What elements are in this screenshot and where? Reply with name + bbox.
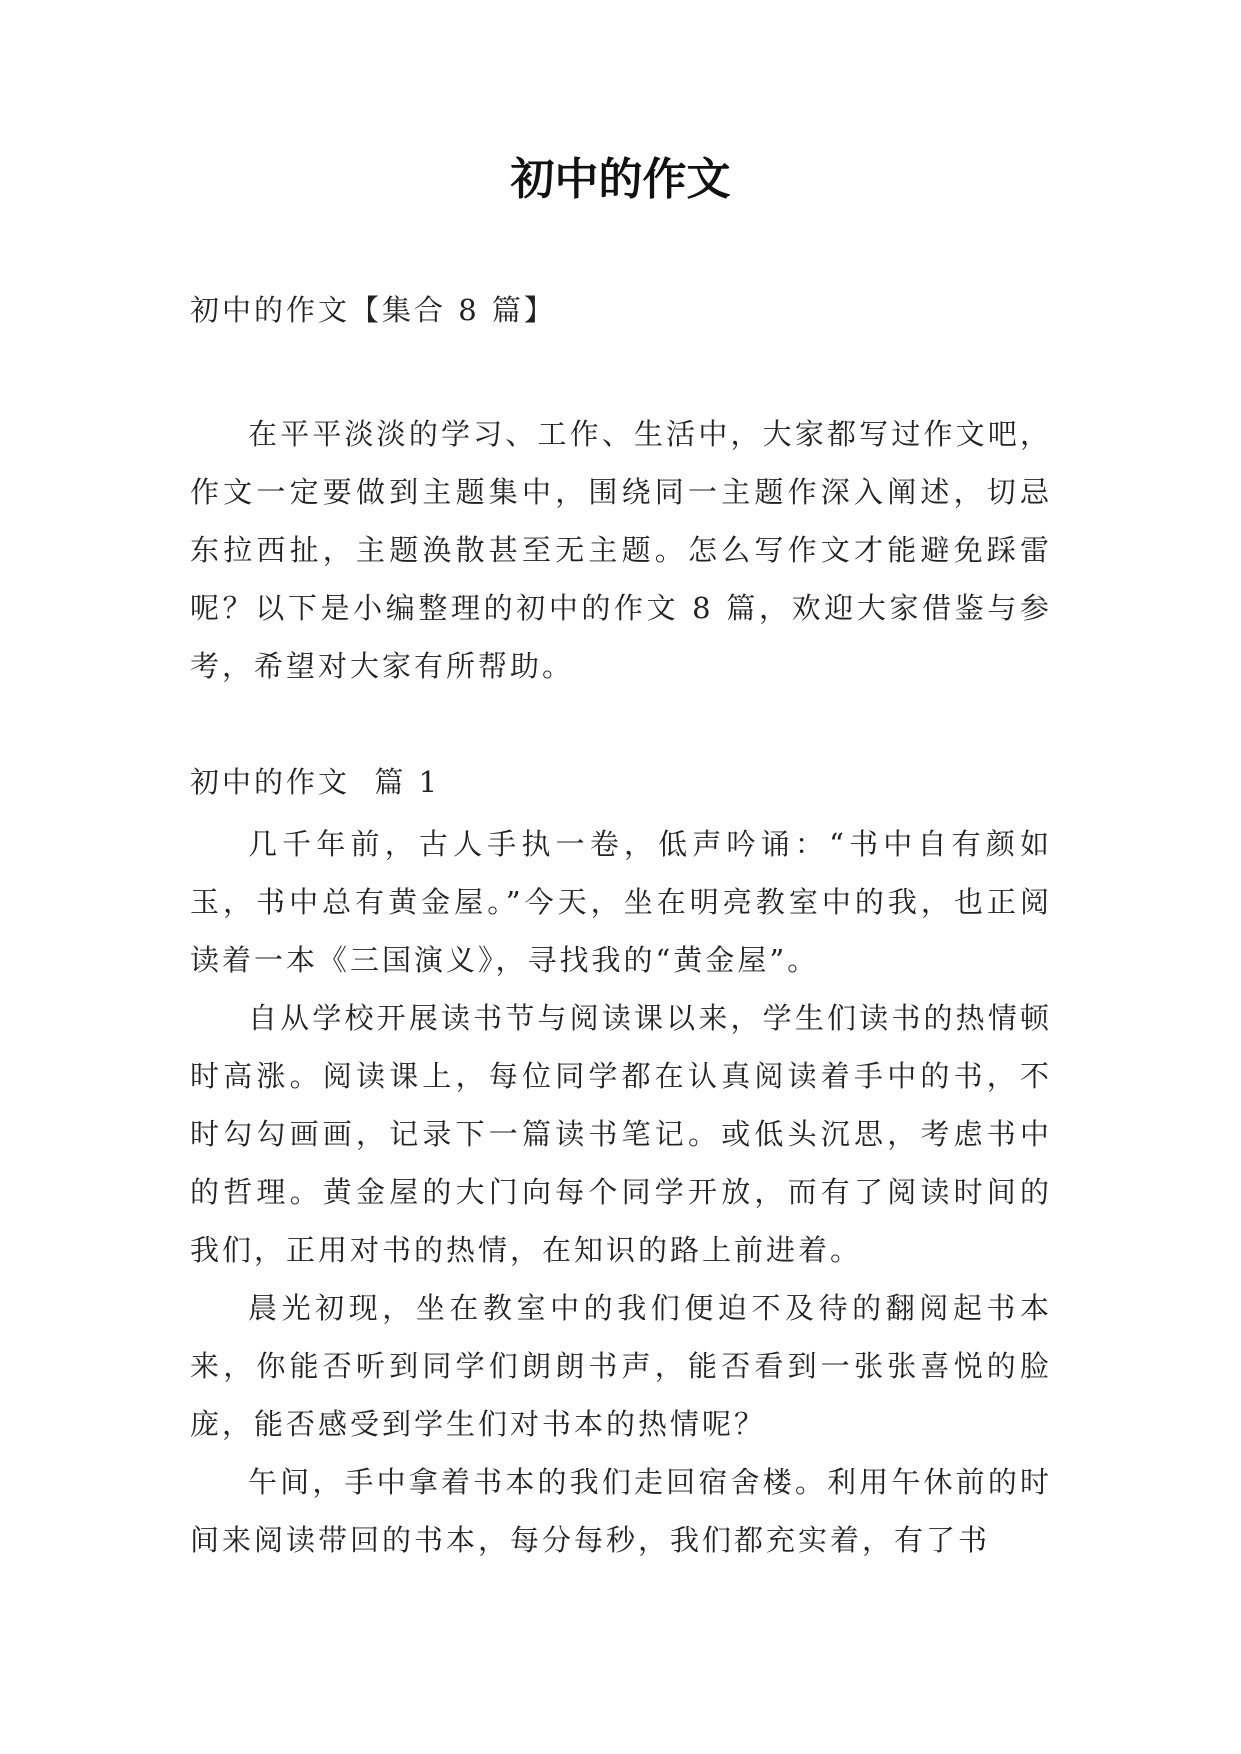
body-paragraph: 午间，手中拿着书本的我们走回宿舍楼。利用午休前的时间来阅读带回的书本，每分每秒，我们都充实着，有了书 [190,1465,1052,1557]
body-paragraph: 晨光初现，坐在教室中的我们便迫不及待的翻阅起书本来，你能否听到同学们朗朗书声，能否看到一张张喜悦的脸庞，能否感受到学生们对书本的热情呢？ [190,1291,1052,1441]
body-paragraph: 几千年前，古人手执一卷，低声吟诵：“书中自有颜如玉，书中总有黄金屋。”今天，坐在明亮教室中的我，也正阅读着一本《三国演义》，寻找我的“黄金屋”。 [190,827,1052,977]
intro-block [190,405,1052,695]
section-heading: 初中的作文 篇 1 [190,765,441,799]
body-paragraph: 自从学校开展读书节与阅读课以来，学生们读书的热情顿时高涨。阅读课上，每位同学都在认真阅读着手中的书，不时勾勾画画，记录下一篇读书笔记。或低头沉思，考虑书中的哲理。黄金屋的大门向每个同学开放，而有了阅读时间的我们，正用对书的热情，在知识的路上前进着。 [190,1001,1052,1267]
section-body [190,815,1052,1569]
intro-paragraph: 在平平淡淡的学习、工作、生活中，大家都写过作文吧，作文一定要做到主题集中，围绕同一主题作深入阐述，切忌东拉西扯，主题涣散甚至无主题。怎么写作文才能避免踩雷呢？以下是小编整理的初中的作文 8 篇，欢迎大家借鉴与参考，希望对大家有所帮助。 [190,417,1052,683]
document-title: 初中的作文 [510,154,731,205]
document-subtitle: 初中的作文【集合 8 篇】 [190,293,556,327]
